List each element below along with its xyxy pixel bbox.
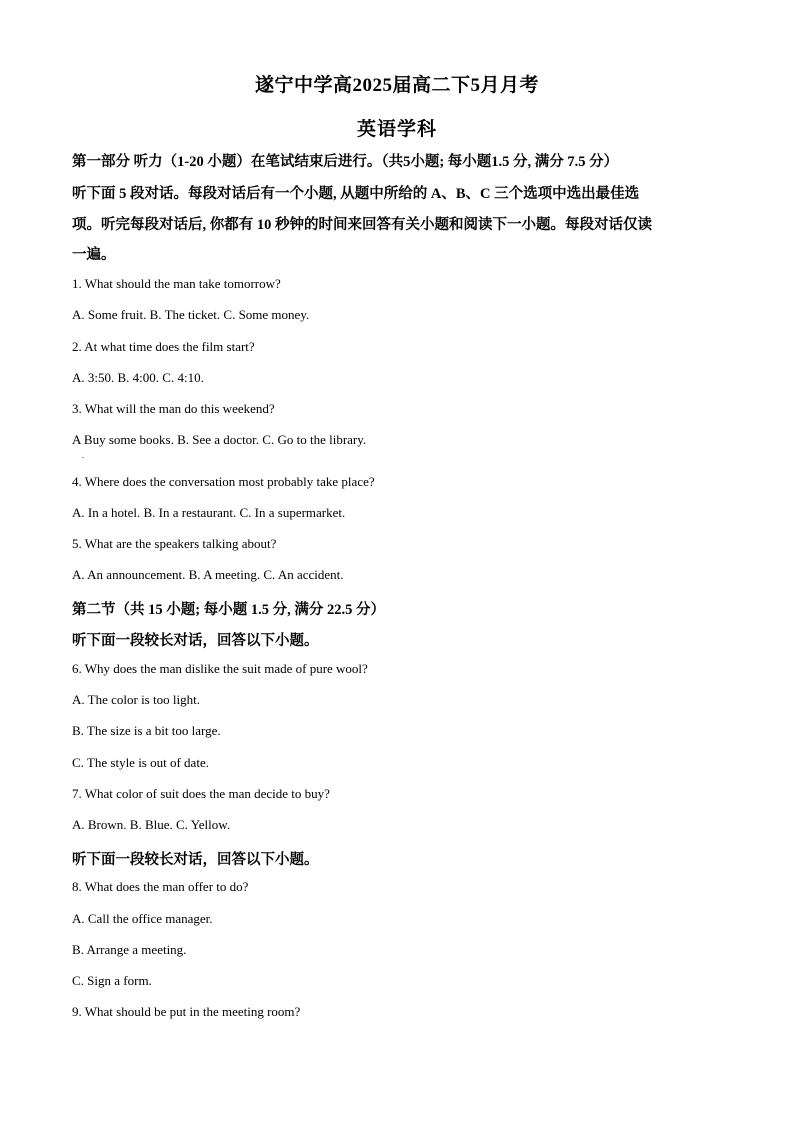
question-4-options: A. In a hotel. B. In a restaurant. C. In a supermarket. — [72, 505, 346, 520]
question-8: 8. What does the man offer to do? — [72, 879, 249, 894]
question-9: 9. What should be put in the meeting room? — [72, 1004, 301, 1019]
question-8-option-a: A. Call the office manager. — [72, 911, 213, 926]
question-2: 2. At what time does the film start? — [72, 339, 255, 354]
question-5: 5. What are the speakers talking about? — [72, 536, 277, 551]
question-4: 4. Where does the conversation most probably take place? — [72, 474, 375, 489]
question-6-option-a: A. The color is too light. — [72, 692, 200, 707]
exam-subject: 英语学科 — [356, 119, 437, 140]
question-7: 7. What color of suit does the man decide to buy? — [72, 786, 330, 801]
part1-instruction-line-2: 项。听完每段对话后, 你都有 10 秒钟的时间来回答有关小题和阅读下一小题。每段对话仅读 — [72, 217, 652, 233]
question-2-options: A. 3:50. B. 4:00. C. 4:10. — [72, 370, 204, 385]
part2-instruction-2: 听下面一段较长对话，回答以下小题。 — [72, 852, 319, 868]
question-1: 1. What should the man take tomorrow? — [72, 276, 281, 291]
question-8-option-b: B. Arrange a meeting. — [72, 942, 187, 957]
question-8-option-c: C. Sign a form. — [72, 973, 152, 988]
exam-title: 遂宁中学高2025届高二下5月月考 — [254, 75, 539, 96]
part1-instruction-line-3: 一遍。 — [72, 247, 116, 263]
question-3-options: A Buy some books. B. See a doctor. C. Go to the library. — [72, 432, 367, 447]
question-6-option-c: C. The style is out of date. — [72, 755, 209, 770]
question-6: 6. Why does the man dislike the suit made of pure wool? — [72, 661, 368, 676]
question-5-options: A. An announcement. B. A meeting. C. An accident. — [72, 567, 344, 582]
question-6-option-b: B. The size is a bit too large. — [72, 723, 221, 738]
part2-heading: 第二节（共 15 小题; 每小题 1.5 分, 满分 22.5 分） — [72, 602, 385, 618]
question-3: 3. What will the man do this weekend? — [72, 401, 275, 416]
part2-instruction-1: 听下面一段较长对话，回答以下小题。 — [72, 633, 319, 649]
question-1-options: A. Some fruit. B. The ticket. C. Some money. — [72, 307, 310, 322]
stray-dot-mark: . — [82, 451, 84, 460]
part1-heading: 第一部分 听力（1-20 小题）在笔试结束后进行。（共5小题; 每小题1.5 分, 满分 7.5 分） — [72, 154, 619, 170]
part1-instruction-line-1: 听下面 5 段对话。每段对话后有一个小题, 从题中所给的 A、B、C 三个选项中选出最佳选 — [72, 186, 640, 202]
question-7-options: A. Brown. B. Blue. C. Yellow. — [72, 817, 231, 832]
